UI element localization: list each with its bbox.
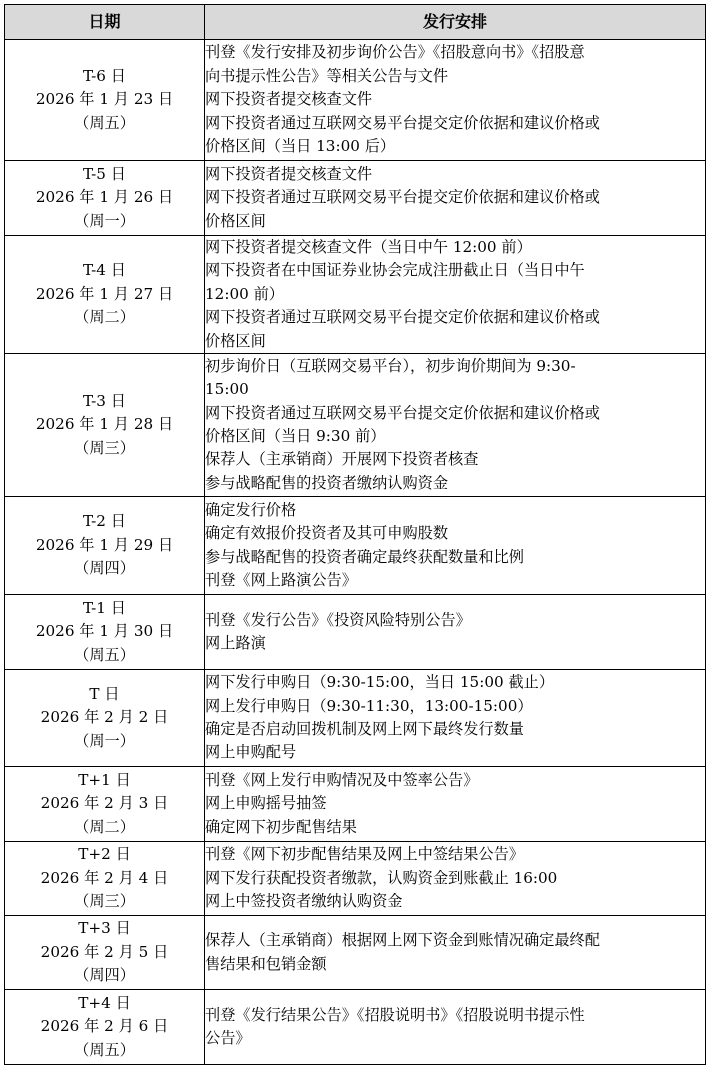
- arrangement-line: 公告》: [205, 1029, 251, 1048]
- date-cell: [5, 497, 205, 595]
- trading-day-label: T-5 日: [83, 164, 126, 183]
- arrangement-line: 网上中签投资者缴纳认购资金: [205, 892, 403, 911]
- arrangement-line: 参与战略配售的投资者缴纳认购资金: [205, 473, 448, 492]
- arrangement-line: 12:00 前）: [205, 284, 284, 303]
- arrangement-cell: [205, 40, 706, 161]
- date-cell: [5, 161, 205, 236]
- table-row: [5, 497, 706, 595]
- arrangement-line: 价格区间（当日 13:00 后）: [205, 137, 396, 156]
- arrangement-line: 价格区间: [205, 211, 266, 230]
- arrangement-line: 确定网下初步配售结果: [205, 817, 357, 836]
- trading-day-label: T-1 日: [83, 598, 126, 617]
- weekday-label: （周一）: [74, 211, 135, 230]
- arrangement-line: 15:00: [205, 380, 249, 399]
- arrangement-line: 保荐人（主承销商）开展网下投资者核查: [205, 450, 479, 469]
- arrangement-line: 网上发行申购日（9:30-11:30，13:00-15:00）: [205, 696, 533, 715]
- arrangement-line: 确定发行价格: [205, 500, 297, 519]
- calendar-date: 2026 年 1 月 28 日: [35, 415, 174, 434]
- arrangement-line: 网下投资者提交核查文件: [205, 90, 373, 109]
- weekday-label: （周一）: [74, 731, 135, 750]
- arrangement-cell: [205, 354, 706, 497]
- arrangement-cell: [205, 842, 706, 916]
- arrangement-cell: [205, 595, 706, 670]
- date-cell: [5, 767, 205, 842]
- arrangement-cell: [205, 670, 706, 767]
- table-row: [5, 767, 706, 842]
- date-cell: [5, 40, 205, 161]
- trading-day-label: T-6 日: [83, 66, 126, 85]
- weekday-label: （周五）: [74, 645, 135, 664]
- arrangement-line: 网下发行申购日（9:30-15:00，当日 15:00 截止）: [205, 673, 555, 692]
- calendar-date: 2026 年 1 月 27 日: [35, 284, 174, 303]
- arrangement-line: 网下投资者提交核查文件（当日中午 12:00 前）: [205, 238, 532, 256]
- trading-day-label: T+3 日: [78, 919, 131, 938]
- arrangement-cell: [205, 990, 706, 1065]
- calendar-date: 2026 年 2 月 3 日: [40, 794, 169, 813]
- header-row: [5, 5, 706, 40]
- arrangement-line: 初步询价日（互联网交易平台），初步询价期间为 9:30-: [205, 356, 576, 375]
- weekday-label: （周四）: [74, 559, 135, 578]
- arrangement-cell: [205, 161, 706, 236]
- arrangement-cell: [205, 767, 706, 842]
- trading-day-label: T 日: [89, 684, 120, 703]
- arrangement-line: 价格区间: [205, 331, 266, 350]
- arrangement-line: 刊登《发行安排及初步询价公告》《招股意向书》《招股意: [205, 43, 585, 62]
- arrangement-line: 售结果和包销金额: [205, 954, 327, 973]
- arrangement-line: 刊登《网上路演公告》: [205, 570, 357, 589]
- trading-day-label: T-2 日: [83, 512, 126, 531]
- weekday-label: （周二）: [74, 817, 135, 836]
- table-row: [5, 161, 706, 236]
- table-row: [5, 916, 706, 990]
- date-cell: [5, 236, 205, 354]
- arrangement-line: 网上申购摇号抽签: [205, 794, 327, 813]
- table-row: [5, 40, 706, 161]
- weekday-label: （周五）: [74, 113, 135, 132]
- arrangement-column-header: 发行安排: [205, 5, 706, 40]
- arrangement-line: 网上路演: [205, 634, 266, 653]
- date-cell: [5, 354, 205, 497]
- date-cell: [5, 990, 205, 1065]
- table-row: [5, 990, 706, 1065]
- arrangement-line: 刊登《发行结果公告》《招股说明书》《招股说明书提示性: [205, 1005, 585, 1024]
- arrangement-line: 网下投资者通过互联网交易平台提交定价依据和建议价格或: [205, 403, 600, 422]
- weekday-label: （周三）: [74, 892, 135, 911]
- table-body: [5, 40, 706, 1065]
- trading-day-label: T+4 日: [78, 993, 131, 1012]
- arrangement-line: 刊登《网下初步配售结果及网上中签结果公告》: [205, 845, 524, 864]
- table-row: [5, 842, 706, 916]
- date-cell: [5, 916, 205, 990]
- calendar-date: 2026 年 1 月 30 日: [35, 622, 174, 641]
- weekday-label: （周二）: [74, 308, 135, 327]
- calendar-date: 2026 年 2 月 4 日: [40, 868, 169, 887]
- calendar-date: 2026 年 1 月 29 日: [35, 535, 174, 554]
- date-column-header: 日期: [5, 5, 205, 40]
- calendar-date: 2026 年 2 月 2 日: [40, 708, 169, 727]
- arrangement-line: 网下投资者通过互联网交易平台提交定价依据和建议价格或: [205, 308, 600, 327]
- arrangement-line: 网下投资者通过互联网交易平台提交定价依据和建议价格或: [205, 188, 600, 207]
- arrangement-line: 向书提示性公告》等相关公告与文件: [205, 66, 448, 85]
- trading-day-label: T+1 日: [78, 770, 131, 789]
- weekday-label: （周五）: [74, 1040, 135, 1059]
- date-cell: [5, 842, 205, 916]
- table-row: [5, 670, 706, 767]
- arrangement-line: 保荐人（主承销商）根据网上网下资金到账情况确定最终配: [205, 931, 600, 950]
- arrangement-line: 确定有效报价投资者及其可申购股数: [205, 524, 448, 543]
- weekday-label: （周三）: [74, 438, 135, 457]
- arrangement-cell: [205, 916, 706, 990]
- arrangement-line: 网上申购配号: [205, 743, 297, 762]
- table-row: [5, 236, 706, 354]
- calendar-date: 2026 年 2 月 6 日: [40, 1017, 169, 1036]
- date-cell: [5, 595, 205, 670]
- table-row: [5, 595, 706, 670]
- table-row: [5, 354, 706, 497]
- trading-day-label: T-3 日: [83, 391, 126, 410]
- trading-day-label: T+2 日: [78, 845, 131, 864]
- arrangement-line: 刊登《发行公告》《投资风险特别公告》: [205, 610, 471, 629]
- calendar-date: 2026 年 1 月 23 日: [35, 90, 174, 109]
- arrangement-line: 网下投资者提交核查文件: [205, 164, 373, 183]
- arrangement-line: 网下投资者通过互联网交易平台提交定价依据和建议价格或: [205, 113, 600, 132]
- date-cell: [5, 670, 205, 767]
- calendar-date: 2026 年 2 月 5 日: [40, 942, 169, 961]
- table-header: [5, 5, 706, 40]
- arrangement-line: 确定是否启动回拨机制及网上网下最终发行数量: [205, 720, 524, 739]
- trading-day-label: T-4 日: [83, 261, 126, 280]
- arrangement-cell: [205, 497, 706, 595]
- arrangement-line: 网下发行获配投资者缴款，认购资金到账截止 16:00: [205, 868, 558, 887]
- arrangement-line: 网下投资者在中国证券业协会完成注册截止日（当日中午: [205, 261, 585, 280]
- arrangement-line: 参与战略配售的投资者确定最终获配数量和比例: [205, 547, 524, 566]
- issuance-schedule-table: [4, 4, 706, 1065]
- arrangement-line: 刊登《网上发行申购情况及中签率公告》: [205, 770, 479, 789]
- calendar-date: 2026 年 1 月 26 日: [35, 188, 174, 207]
- arrangement-cell: [205, 236, 706, 354]
- arrangement-line: 价格区间（当日 9:30 前）: [205, 427, 386, 446]
- weekday-label: （周四）: [74, 966, 135, 985]
